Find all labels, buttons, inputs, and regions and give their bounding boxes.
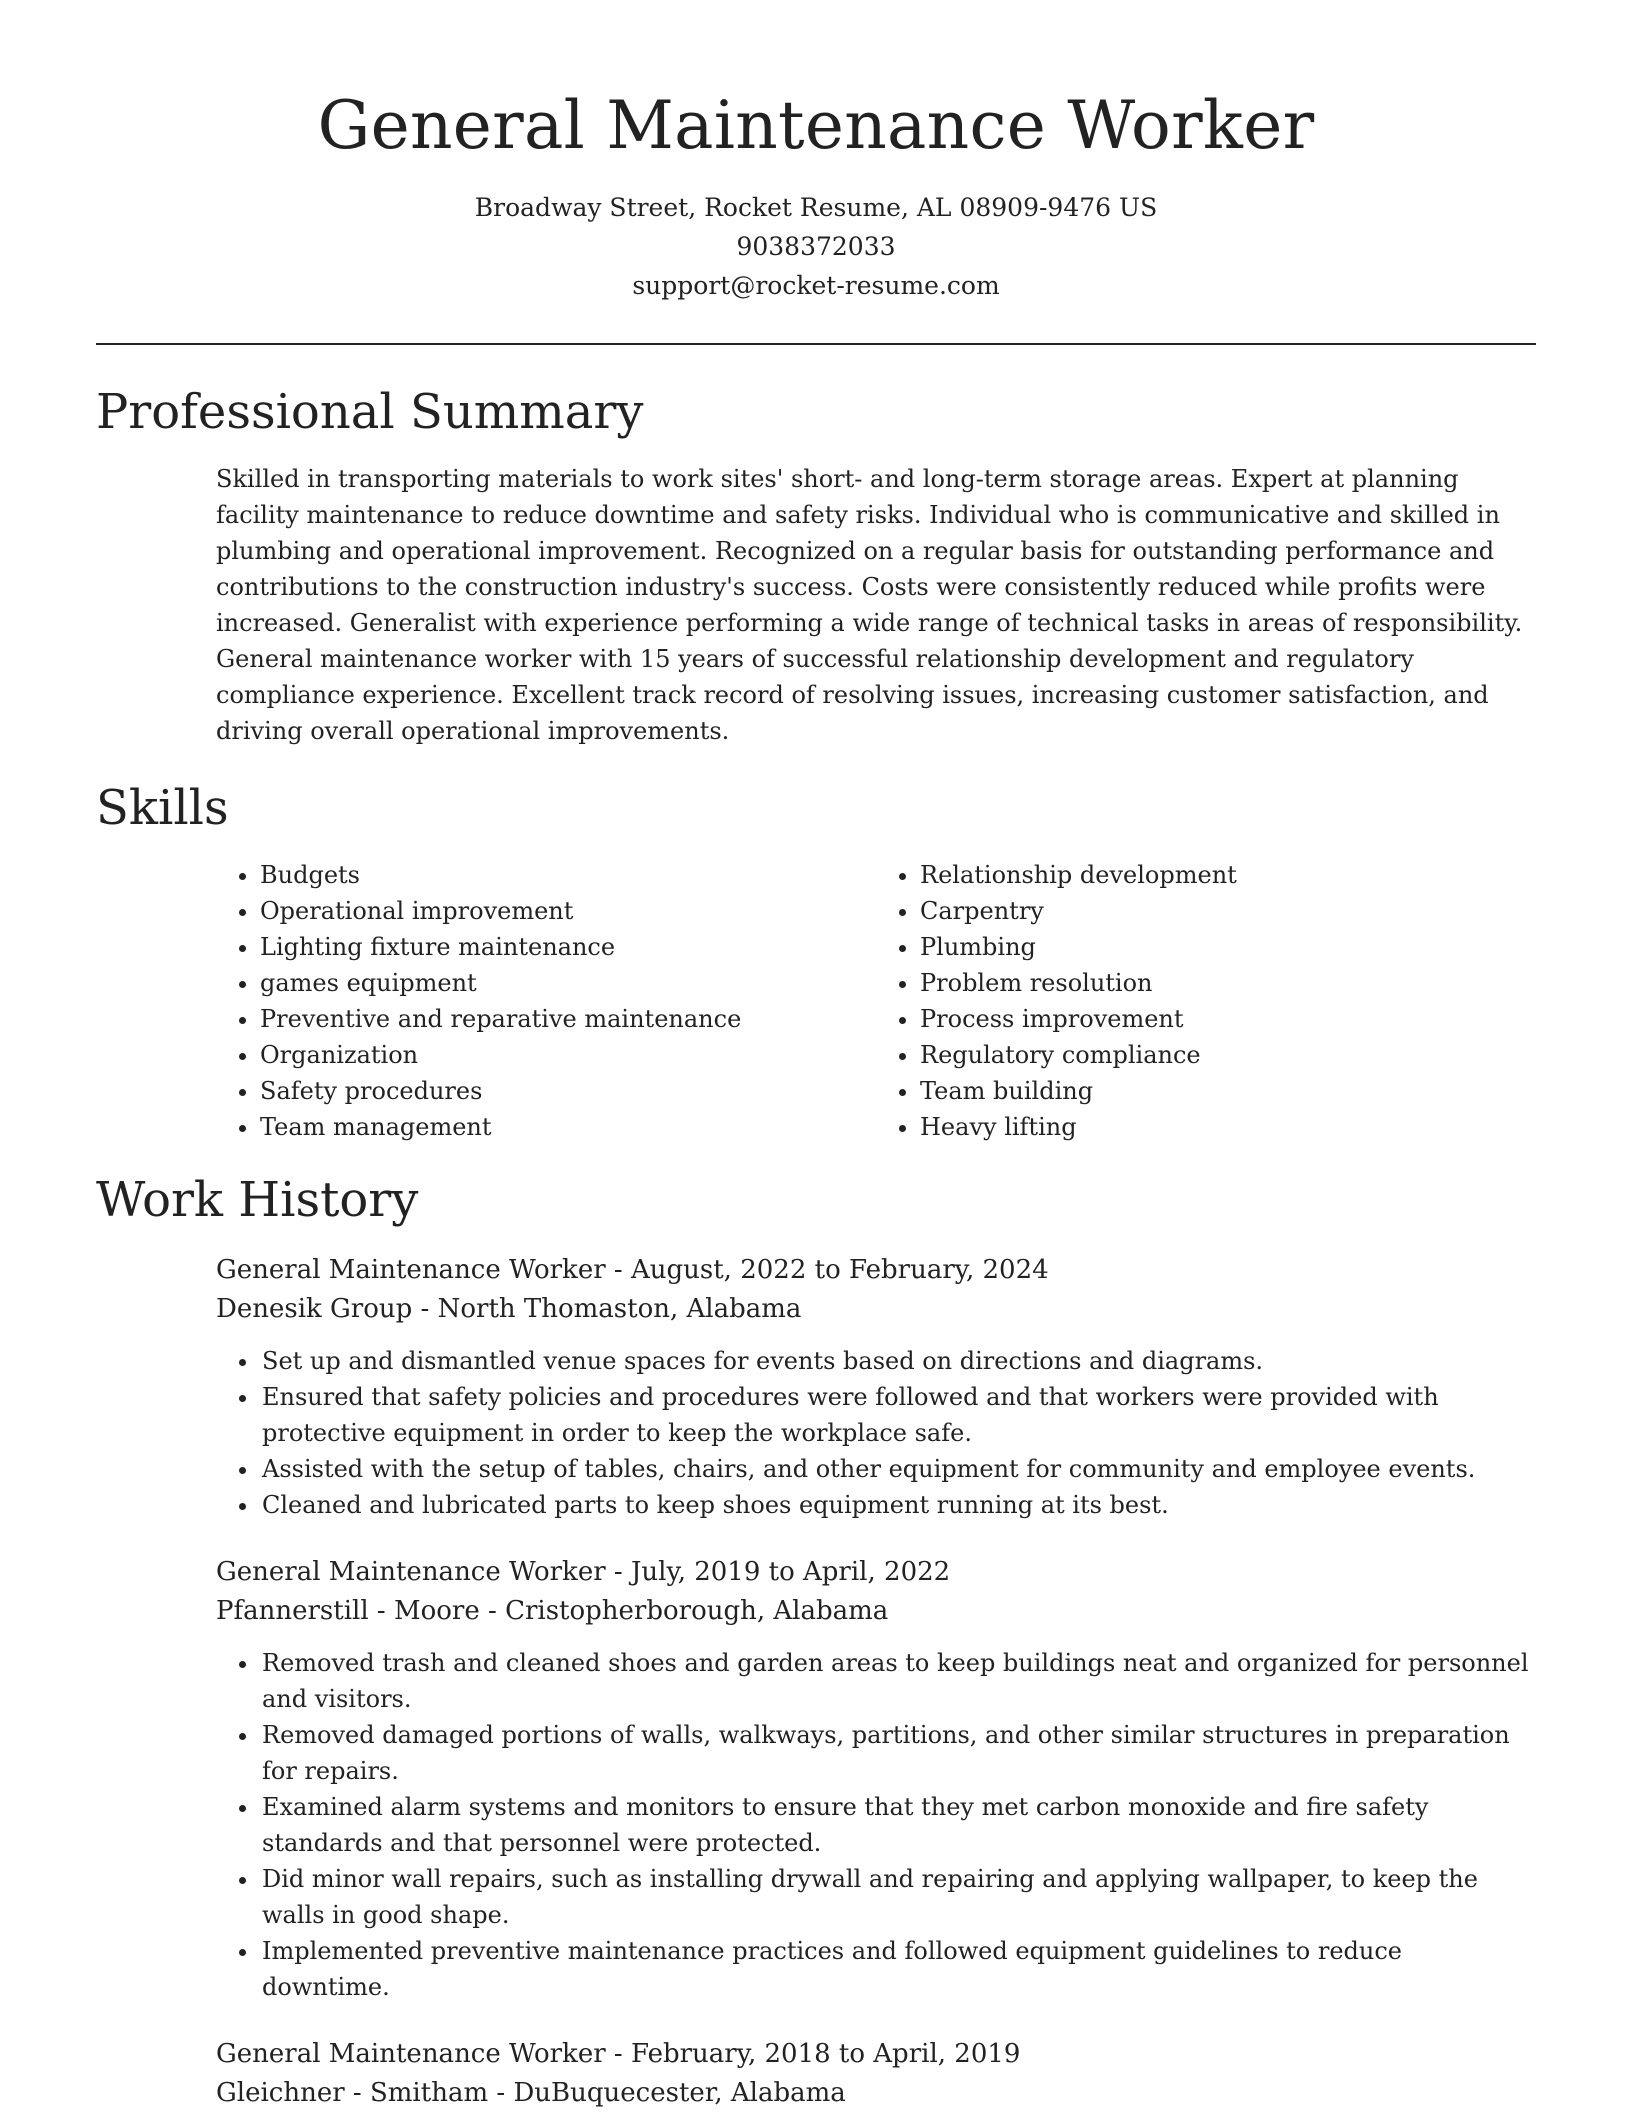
job-location: DuBuquecester, Alabama [513, 2078, 846, 2108]
job-dates: February, 2018 to April, 2019 [630, 2039, 1021, 2069]
job-bullets [216, 1645, 1536, 2005]
skill-item: • Team management [260, 1109, 876, 1145]
contact-email: support@rocket-resume.com [632, 271, 1000, 300]
work-history-heading: Work History [96, 1172, 419, 1228]
job-location: Cristopherborough, Alabama [505, 1596, 889, 1626]
skill-item: • Organization [260, 1037, 876, 1073]
job-company: Pfannerstill - Moore [216, 1596, 480, 1626]
job-location: North Thomaston, Alabama [437, 1294, 802, 1324]
job-company: Denesik Group [216, 1294, 413, 1324]
skills-grid [216, 857, 1536, 1145]
job-bullet: • Examined alarm systems and monitors to ensure that they met carbon monoxide and fire safety standards and that personnel were protected. [260, 1789, 1536, 1861]
skill-item: • Regulatory compliance [920, 1037, 1536, 1073]
job-role: General Maintenance Worker [216, 2039, 606, 2069]
job-role: General Maintenance Worker [216, 1557, 606, 1587]
job-bullet: • Cleaned and lubricated parts to keep shoes equipment running at its best. [260, 1487, 1536, 1523]
skill-item: • games equipment [260, 965, 876, 1001]
job-bullet: • Removed trash and cleaned shoes and garden areas to keep buildings neat and organized for personnel and visitors. [260, 1645, 1536, 1717]
job-company-line: Gleichner - Smitham - DuBuquecester, Alabama [216, 2078, 846, 2108]
skill-item: • Problem resolution [920, 965, 1536, 1001]
job-bullet: • Implemented preventive maintenance practices and followed equipment guidelines to reduce downtime. [260, 1933, 1536, 2005]
job-bullet: • Removed damaged portions of walls, walkways, partitions, and other similar structures in preparation for repairs. [260, 1717, 1536, 1789]
skill-item: • Heavy lifting [920, 1109, 1536, 1145]
header-divider [96, 343, 1536, 345]
job-company-line: Denesik Group - North Thomaston, Alabama [216, 1294, 802, 1324]
job-dates: August, 2022 to February, 2024 [630, 1255, 1049, 1285]
job-entry [216, 2035, 1536, 2113]
skills-column-right [876, 857, 1536, 1145]
skill-item: • Plumbing [920, 929, 1536, 965]
summary-text: Skilled in transporting materials to work sites' short- and long-term storage areas. Expert at planning facility maintenance to reduce downtime and safety risks. Individual who is communicative and skilled in plumbing and operational improvement. Recognized on a regular basis for outstanding performance and contributions to the construction industry's success. Costs were consistently reduced while profits were increased. Generalist with experience performing a wide range of technical tasks in areas of responsibility. General maintenance worker with 15 years of successful relationship development and regulatory compliance experience. Excellent track record of resolving issues, increasing customer satisfaction, and driving overall operational improvements. [216, 465, 1523, 745]
skill-item: • Process improvement [920, 1001, 1536, 1037]
job-role: General Maintenance Worker [216, 1255, 606, 1285]
resume-header [96, 0, 1536, 305]
skills-column-left [216, 857, 876, 1145]
skill-item: • Relationship development [920, 857, 1536, 893]
skills-heading: Skills [96, 780, 229, 836]
job-entry [216, 1251, 1536, 1523]
skill-item: • Preventive and reparative maintenance [260, 1001, 876, 1037]
contact-block [96, 188, 1536, 305]
job-title-line: General Maintenance Worker - July, 2019 to April, 2022 [216, 1557, 951, 1587]
skill-item: • Lighting fixture maintenance [260, 929, 876, 965]
job-title-line: General Maintenance Worker - August, 2022 to February, 2024 [216, 1255, 1049, 1285]
contact-phone: 9038372033 [736, 232, 896, 261]
job-dates: July, 2019 to April, 2022 [630, 1557, 951, 1587]
job-company-line: Pfannerstill - Moore - Cristopherborough, Alabama [216, 1596, 889, 1626]
job-bullets [216, 1343, 1536, 1523]
skill-item: • Operational improvement [260, 893, 876, 929]
job-company: Gleichner - Smitham [216, 2078, 489, 2108]
job-bullet: • Did minor wall repairs, such as installing drywall and repairing and applying wallpaper, to keep the walls in good shape. [260, 1861, 1536, 1933]
skill-item: • Team building [920, 1073, 1536, 1109]
job-bullet: • Assisted with the setup of tables, chairs, and other equipment for community and employee events. [260, 1451, 1536, 1487]
contact-address: Broadway Street, Rocket Resume, AL 08909-9476 US [474, 193, 1158, 222]
skills-section [96, 777, 1536, 1145]
candidate-name: General Maintenance Worker [317, 87, 1315, 164]
summary-heading: Professional Summary [96, 384, 644, 440]
job-bullet: • Set up and dismantled venue spaces for events based on directions and diagrams. [260, 1343, 1536, 1379]
job-title-line: General Maintenance Worker - February, 2018 to April, 2019 [216, 2039, 1021, 2069]
job-bullet: • Ensured that safety policies and procedures were followed and that workers were provided with protective equipment in order to keep the workplace safe. [260, 1379, 1536, 1451]
work-history-section [96, 1169, 1536, 2113]
skill-item: • Carpentry [920, 893, 1536, 929]
skill-item: • Budgets [260, 857, 876, 893]
job-entry [216, 1553, 1536, 2005]
summary-section [96, 381, 1536, 749]
skill-item: • Safety procedures [260, 1073, 876, 1109]
